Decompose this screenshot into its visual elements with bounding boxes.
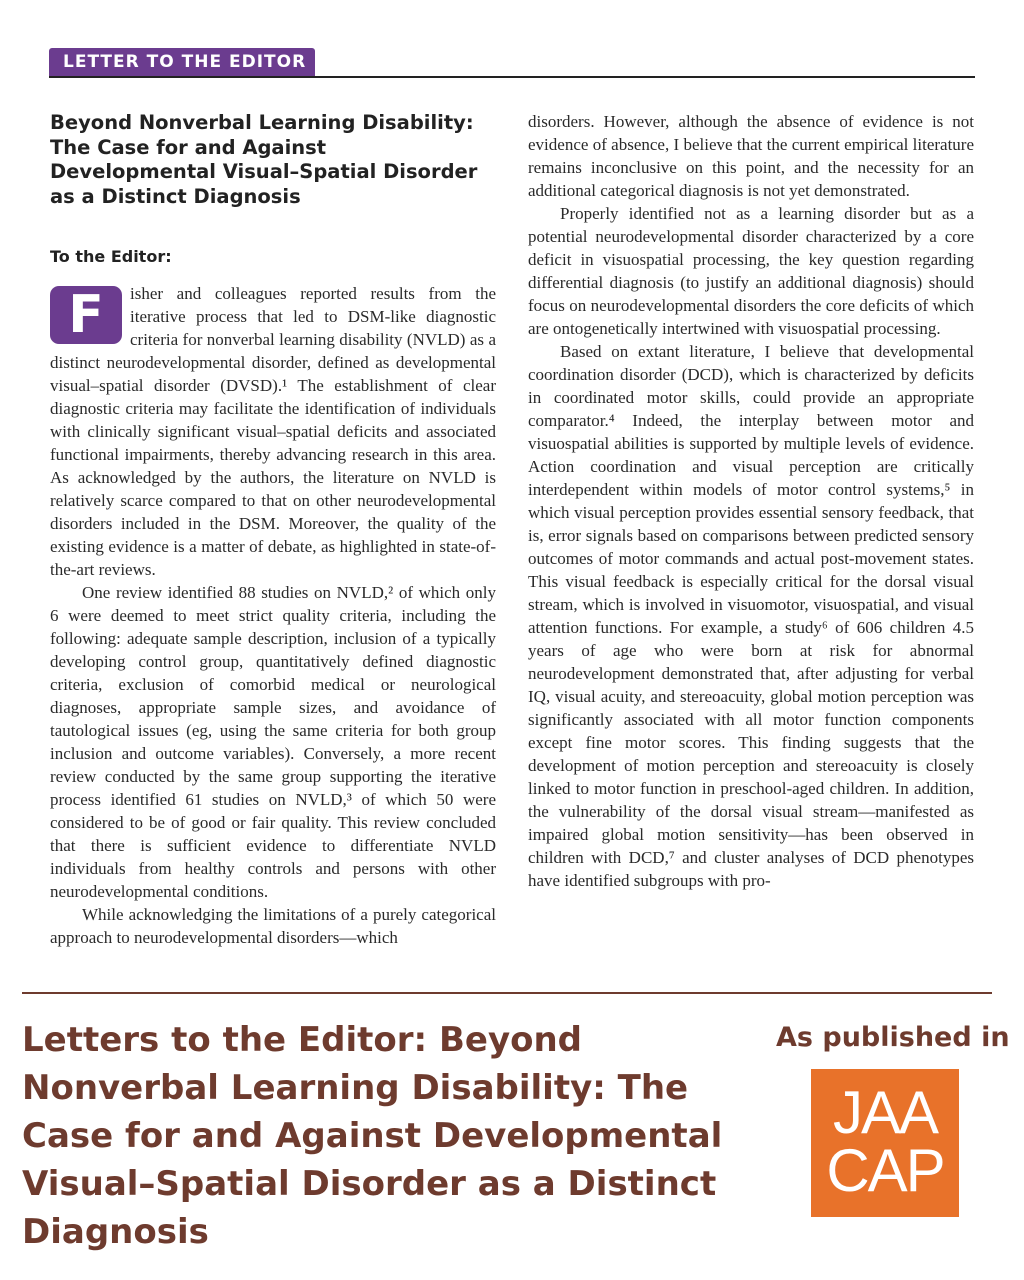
banner-title: Letters to the Editor: Beyond Nonverbal Learning Disability: The Case for and Against Developmental Visual–Spatial Disorder as a Distinct Diagnosis bbox=[22, 1020, 723, 1252]
published-label: As published in bbox=[776, 1022, 1010, 1053]
right-column bbox=[528, 110, 974, 892]
paragraph bbox=[50, 282, 496, 581]
paragraph: While acknowledging the limitations of a purely categorical approach to neurodevelopmental disorders—which bbox=[50, 905, 496, 947]
journal-logo bbox=[811, 1069, 959, 1217]
header-divider bbox=[49, 76, 975, 78]
paragraph: Properly identified not as a learning disorder but as a potential neurodevelopmental disorder characterized by a core deficit in visuospatial processing, the key question regarding differential diagnosis (to justify an additional diagnosis) should focus on neurodevelopmental disorders the core deficits of which are ontogenetically intertwined with visuospatial processing. bbox=[528, 204, 974, 338]
logo-line-1: JAA bbox=[832, 1079, 938, 1146]
left-column bbox=[50, 282, 496, 949]
logo-line-2: CAP bbox=[826, 1137, 944, 1204]
article-title: Beyond Nonverbal Learning Disability: The Case for and Against Developmental Visual–Spatial Disorder as a Distinct Diagnosis bbox=[50, 111, 478, 208]
paragraph-text: isher and colleagues reported results from the iterative process that led to DSM-like diagnostic criteria for nonverbal learning disability (NVLD) as a distinct neurodevelopmental disorder, defined as developmental visual–spatial disorder (DVSD).¹ The establishment of clear diagnostic criteria may facilitate the identification of individuals with clinically significant visual–spatial deficits and associated functional impairments, thereby advancing research in this area. As acknowledged by the authors, the literature on NVLD is relatively scarce compared to that on other neurodevelopmental disorders included in the DSM. Moreover, the quality of the existing evidence is a matter of debate, as highlighted in state-of-the-art reviews. bbox=[50, 284, 496, 579]
paragraph: disorders. However, although the absence of evidence is not evidence of absence, I believe that the current empirical literature remains inconclusive on this point, and the necessity for an additional categorical diagnosis is not yet demonstrated. bbox=[528, 112, 974, 200]
paragraph: Based on extant literature, I believe that developmental coordination disorder (DCD), which is characterized by deficits in coordinated motor skills, could provide an appropriate comparator.⁴ Indeed, the interplay between motor and visuospatial abilities is supported by multiple levels of evidence. Action coordination and visual perception are critically interdependent within models of motor control systems,⁵ in which visual perception provides essential sensory feedback, that is, error signals based on comparisons between predicted sensory outcomes of motor commands and actual post-movement states. This visual feedback is especially critical for the dorsal visual stream, which is involved in visuomotor, visuospatial, and visual attention functions. For example, a study⁶ of 606 children 4.5 years of age who were born at risk for abnormal neurodevelopment demonstrated that, after adjusting for verbal IQ, visual acuity, and stereoacuity, global motion perception was significantly associated with all motor function components except fine motor scores. This finding suggests that the development of motion perception and stereoacuity is closely linked to motor function in preschool-aged children. In addition, the vulnerability of the dorsal visual stream—manifested as impaired global motion sensitivity—has been observed in children with DCD,⁷ and cluster analyses of DCD phenotypes have identified subgroups with pro- bbox=[528, 342, 974, 890]
paragraph: One review identified 88 studies on NVLD,² of which only 6 were deemed to meet strict quality criteria, including the following: adequate sample description, inclusion of a typically developing control group, quantitatively defined diagnostic criteria, exclusion of comorbid medical or neurological diagnoses, appropriate sample sizes, and avoidance of tautological issues (eg, using the same criteria for both group inclusion and outcome variables). Conversely, a more recent review conducted by the same group supporting the iterative process identified 61 studies on NVLD,³ of which 50 were considered to be of good or fair quality. This review concluded that there is sufficient evidence to differentiate NVLD individuals from healthy controls and persons with other neurodevelopmental conditions. bbox=[50, 583, 496, 901]
section-label: LETTER TO THE EDITOR bbox=[49, 48, 315, 76]
drop-cap: F bbox=[50, 286, 122, 344]
footer-divider bbox=[22, 992, 992, 994]
salutation: To the Editor: bbox=[50, 247, 172, 266]
